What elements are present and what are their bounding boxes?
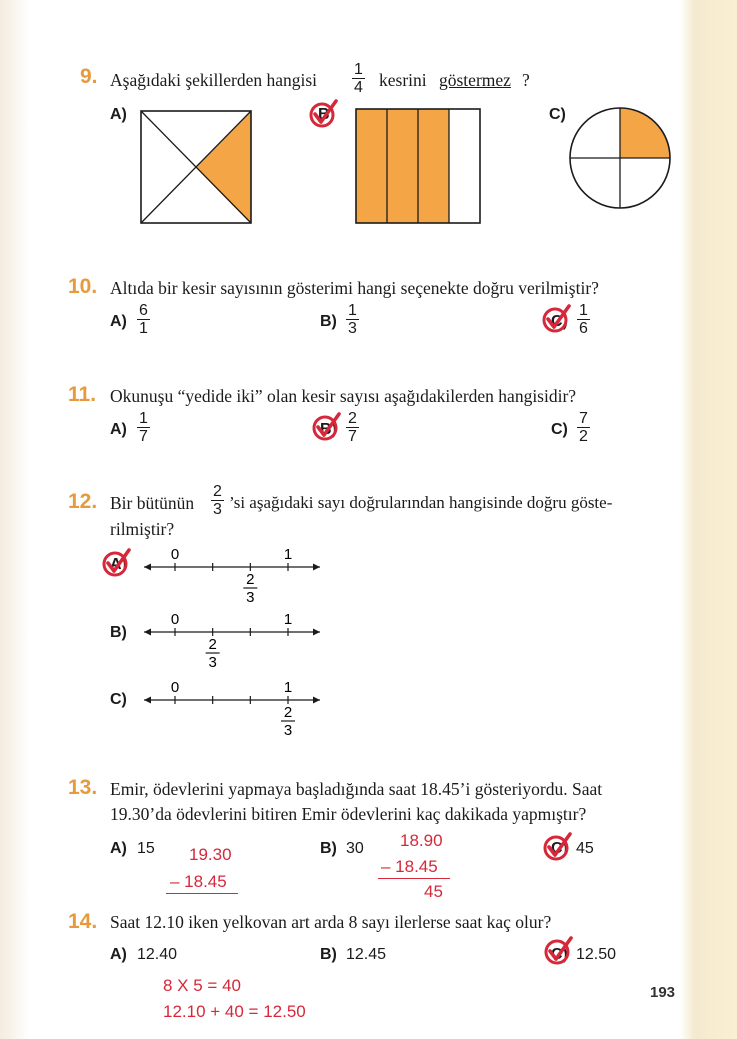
- q13-work-a-rule: [166, 893, 238, 894]
- q9-option-a-square-figure: [140, 110, 252, 224]
- question-12-number: 12.: [68, 490, 98, 513]
- q12-option-a-label[interactable]: A): [110, 556, 127, 573]
- question-14-text: Saat 12.10 iken yelkovan art arda 8 sayı ilerlerse saat kaç olur?: [110, 912, 552, 932]
- q12-option-b-number-line: [140, 610, 330, 670]
- question-11-text: Okunuşu “yedide iki” olan kesir sayısı aşağıdakilerden hangisidir?: [110, 386, 577, 406]
- q13-work-b-bottom: – 18.45: [381, 857, 438, 876]
- q13-option-a-value: 15: [137, 840, 155, 857]
- question-13-text-line2: 19.30’da ödevlerini bitiren Emir ödevlerini kaç dakikada yapmıştır?: [110, 804, 587, 824]
- q14-option-b-value: 12.45: [346, 946, 387, 963]
- question-12-fraction: 2 3: [213, 483, 222, 518]
- question-11-number: 11.: [68, 383, 97, 406]
- q11-option-c-fraction: 7 2: [579, 410, 588, 445]
- q14-c-check-mark-icon: [543, 935, 575, 967]
- q10-option-c-label[interactable]: C): [551, 313, 568, 330]
- q14-option-b-label[interactable]: B): [320, 946, 337, 963]
- q12-b-right-arrow: [313, 629, 320, 636]
- q12-option-a-number-line: [140, 545, 330, 605]
- q13-work-b-top: 18.90: [400, 831, 443, 850]
- question-12-text-start: Bir bütünün: [110, 493, 195, 513]
- q12-b-one-label: 1: [283, 611, 293, 628]
- q11-option-c-label[interactable]: C): [551, 421, 568, 438]
- q12-c-marked-numerator: 2: [283, 704, 293, 721]
- question-9-fraction: 1 4: [354, 61, 363, 96]
- q13-c-check-mark-icon: [542, 831, 574, 863]
- q11-option-a-fraction: 1 7: [139, 410, 148, 445]
- q12-a-marked-numerator: 2: [246, 571, 255, 588]
- q12-a-left-arrow: [144, 564, 151, 571]
- question-10-number: 10.: [68, 275, 98, 298]
- q13-option-a-label[interactable]: A): [110, 840, 127, 857]
- q9-option-b-rectangle-figure: [355, 108, 481, 224]
- q12-a-check-mark-icon: [101, 547, 133, 579]
- q12-c-marked-denominator: 3: [283, 722, 293, 738]
- q12-c-one-label: 1: [283, 679, 293, 696]
- q13-option-b-label[interactable]: B): [320, 840, 337, 857]
- q12-c-right-arrow: [313, 697, 320, 704]
- q13-option-c-label[interactable]: C): [551, 840, 568, 857]
- q12-b-marked-numerator: 2: [208, 636, 217, 653]
- question-13-number: 13.: [68, 776, 98, 799]
- q14-option-c-label[interactable]: C): [551, 946, 568, 963]
- q10-option-b-label[interactable]: B): [320, 313, 337, 330]
- q11-b-check-mark-icon: [311, 411, 343, 443]
- q11-option-a-label[interactable]: A): [110, 421, 127, 438]
- q10-c-check-mark-icon: [541, 303, 573, 335]
- q9-option-a-label[interactable]: A): [110, 106, 127, 123]
- q11-option-b-fraction: 2 7: [348, 410, 357, 445]
- q13-work-a-bottom: – 18.45: [170, 872, 227, 891]
- q12-b-marked-denominator: 3: [208, 654, 217, 670]
- q9-option-c-circle-figure: [568, 106, 672, 210]
- q10-option-a-label[interactable]: A): [110, 313, 127, 330]
- q12-a-marked-denominator: 3: [246, 589, 255, 605]
- q12-a-one-label: 1: [283, 546, 293, 563]
- q12-b-zero-label: 0: [170, 611, 180, 628]
- q14-work-line1: 8 X 5 = 40: [163, 976, 241, 995]
- q12-c-zero-label: 0: [170, 679, 180, 696]
- q13-option-c-value: 45: [576, 840, 594, 857]
- question-9-number: 9.: [80, 65, 98, 88]
- q13-option-b-value: 30: [346, 840, 364, 857]
- question-9-text-start: Aşağıdaki şekillerden hangisi: [110, 70, 318, 90]
- q14-option-a-label[interactable]: A): [110, 946, 127, 963]
- question-9-text-middle: kesrini: [379, 70, 427, 90]
- q14-option-a-value: 12.40: [137, 946, 178, 963]
- question-12-text-rest: ’si aşağıdaki sayı doğrularından hangisinde doğru göste-: [229, 493, 613, 512]
- q14-option-c-value: 12.50: [576, 946, 617, 963]
- q11-option-b-label[interactable]: B): [320, 421, 337, 438]
- q9-option-b-label[interactable]: B): [318, 106, 335, 123]
- q13-work-b-result: 45: [424, 882, 443, 901]
- q10-option-a-fraction: 6 1: [139, 302, 148, 337]
- q12-b-left-arrow: [144, 629, 151, 636]
- q10-option-c-fraction: 1 6: [579, 302, 588, 337]
- q12-option-b-label[interactable]: B): [110, 624, 127, 641]
- question-9-text-underlined: göstermez: [439, 70, 511, 90]
- page-number: 193: [650, 984, 676, 1001]
- q14-work-line2: 12.10 + 40 = 12.50: [163, 1002, 306, 1021]
- question-13-text-line1: Emir, ödevlerini yapmaya başladığında saat 18.45’i gösteriyordu. Saat: [110, 779, 603, 799]
- q9-a-shaded-triangle: [196, 111, 251, 223]
- question-14-number: 14.: [68, 910, 98, 933]
- question-9-text-end: ?: [522, 70, 530, 90]
- q13-work-b-rule: [378, 878, 450, 879]
- q9-option-c-label[interactable]: C): [549, 106, 566, 123]
- q9-b-check-mark-icon: [308, 98, 340, 130]
- question-10-text: Altıda bir kesir sayısının gösterimi hangi seçenekte doğru verilmiştir?: [110, 278, 599, 298]
- q12-a-zero-label: 0: [170, 546, 180, 563]
- q12-option-c-label[interactable]: C): [110, 691, 127, 708]
- q13-work-a-top: 19.30: [189, 845, 232, 864]
- question-12-text-line2: rilmiştir?: [110, 519, 175, 539]
- q12-c-left-arrow: [144, 697, 151, 704]
- q12-option-c-number-line: [140, 678, 330, 738]
- q9-b-shaded-area: [356, 109, 449, 223]
- q12-a-right-arrow: [313, 564, 320, 571]
- q10-option-b-fraction: 1 3: [348, 302, 357, 337]
